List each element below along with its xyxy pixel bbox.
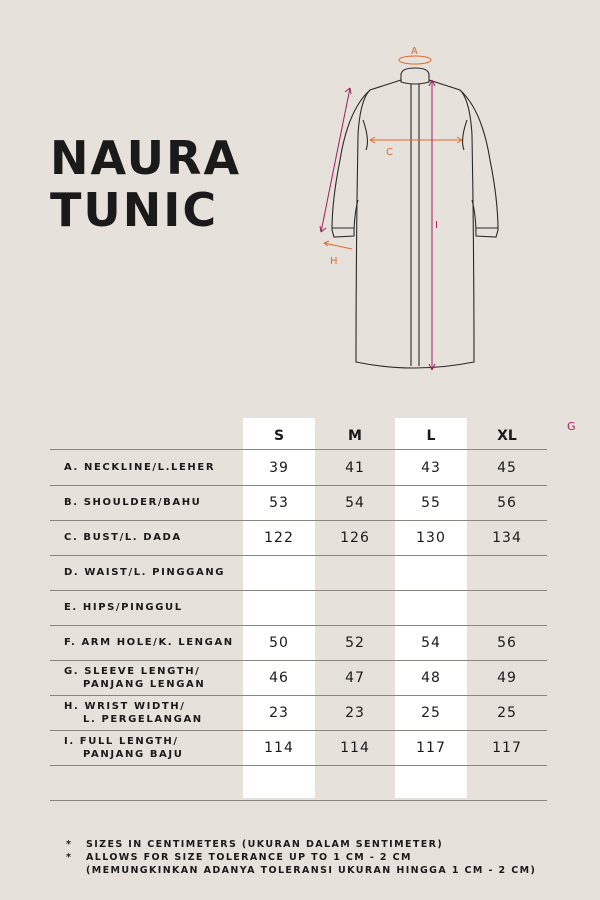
table-cell: 54: [345, 494, 365, 511]
row-label-line-1: G. SLEEVE LENGTH/: [64, 665, 201, 677]
label-c: C: [386, 147, 393, 158]
stray-g-mark: G: [567, 420, 576, 433]
row-label: [64, 625, 234, 660]
table-cell: 54: [421, 634, 441, 651]
table-cell: [395, 765, 467, 800]
table-cell: 39: [269, 459, 289, 476]
row-label: [64, 730, 183, 765]
header-l: L: [426, 428, 436, 444]
table-row: [50, 590, 547, 626]
row-label: [64, 450, 215, 485]
row-label: [64, 555, 225, 590]
note-bullet: *: [66, 852, 73, 863]
table-cell: 117: [416, 739, 446, 756]
header-m: M: [348, 428, 362, 444]
label-h: H: [330, 256, 338, 267]
row-label-line-1: C. BUST/L. DADA: [64, 532, 182, 543]
right-sleeve-outline: [460, 90, 498, 237]
table-row: [50, 485, 547, 521]
row-label: [64, 590, 183, 625]
row-label-line-1: F. ARM HOLE/K. LENGAN: [64, 637, 234, 648]
row-label-line-1: I. FULL LENGTH/: [64, 735, 179, 747]
row-label: [64, 485, 201, 520]
note-line-1: SIZES IN CENTIMETERS (UKURAN DALAM SENTIMETER): [86, 839, 444, 850]
table-cell: [319, 590, 391, 625]
header-rule: [50, 415, 547, 450]
table-cell: 130: [416, 529, 446, 546]
table-cell: 117: [492, 739, 522, 756]
tunic-body-outline: [356, 80, 474, 368]
row-label-line-2: L. PERGELANGAN: [83, 713, 203, 725]
table-cell: 114: [264, 739, 294, 756]
notes: [66, 838, 536, 877]
table-row: [50, 450, 547, 486]
wrist-measure-arrow: [324, 243, 352, 249]
placket: [411, 84, 419, 366]
row-label: [64, 520, 182, 555]
table-cell: [243, 555, 315, 590]
table-row: [50, 695, 547, 731]
size-table: [50, 418, 547, 798]
table-cell: 50: [269, 634, 289, 651]
table-cell: 53: [269, 494, 289, 511]
table-cell: 52: [345, 634, 365, 651]
table-cell: 56: [497, 494, 517, 511]
table-row: [50, 660, 547, 696]
tunic-diagram: [318, 40, 518, 380]
header-s: S: [273, 428, 285, 444]
table-cell: 56: [497, 634, 517, 651]
row-label-line-2: PANJANG LENGAN: [83, 678, 206, 690]
table-cell: 114: [340, 739, 370, 756]
note-bullet: *: [66, 839, 73, 850]
table-cell: [395, 590, 467, 625]
note-3: [66, 864, 536, 877]
table-cell: [471, 765, 543, 800]
header-xl: XL: [497, 428, 517, 444]
table-row: [50, 765, 547, 801]
table-cell: [471, 590, 543, 625]
row-label-line-1: B. SHOULDER/BAHU: [64, 497, 202, 508]
table-cell: [319, 555, 391, 590]
row-label-line-1: A. NECKLINE/L.LEHER: [64, 462, 216, 473]
table-row: [50, 730, 547, 766]
row-label-line-2: PANJANG BAJU: [83, 748, 184, 760]
note-2: [66, 851, 536, 864]
table-cell: [319, 765, 391, 800]
row-label-line-1: H. WRIST WIDTH/: [64, 700, 186, 712]
note-1: [66, 838, 536, 851]
label-a: A: [411, 46, 418, 57]
table-cell: 134: [492, 529, 522, 546]
row-label: [64, 660, 205, 695]
table-cell: 41: [345, 459, 365, 476]
note-line-2: ALLOWS FOR SIZE TOLERANCE UP TO 1 CM - 2 CM: [86, 852, 412, 863]
product-title: [50, 132, 241, 236]
table-cell: 122: [264, 529, 294, 546]
row-label-line-1: E. HIPS/PINGGUL: [64, 602, 183, 613]
table-row: [50, 625, 547, 661]
table-row: [50, 520, 547, 556]
title-line-2: TUNIC: [50, 183, 219, 237]
row-label: [64, 695, 203, 730]
table-cell: 55: [421, 494, 441, 511]
neckline-measure-ellipse: [399, 56, 431, 64]
table-cell: 126: [340, 529, 370, 546]
table-row: [50, 555, 547, 591]
title-line-1: NAURA: [50, 131, 242, 185]
left-sleeve-outline: [332, 90, 370, 237]
label-i: I: [435, 220, 438, 231]
table-cell: 47: [345, 669, 365, 686]
table-cell: 25: [497, 704, 517, 721]
table-cell: [471, 555, 543, 590]
row-label-line-1: D. WAIST/L. PINGGANG: [64, 567, 226, 578]
table-cell: 43: [421, 459, 441, 476]
table-cell: 45: [497, 459, 517, 476]
table-cell: 23: [269, 704, 289, 721]
table-cell: [395, 555, 467, 590]
table-cell: 49: [497, 669, 517, 686]
table-cell: [243, 590, 315, 625]
table-cell: 46: [269, 669, 289, 686]
collar-outline: [401, 68, 429, 84]
note-line-3: (MEMUNGKINKAN ADANYA TOLERANSI UKURAN HINGGA 1 CM - 2 CM): [86, 865, 537, 876]
sleeve-measure-arrow: [321, 88, 350, 232]
table-cell: [243, 765, 315, 800]
table-cell: 25: [421, 704, 441, 721]
table-cell: 23: [345, 704, 365, 721]
table-cell: 48: [421, 669, 441, 686]
